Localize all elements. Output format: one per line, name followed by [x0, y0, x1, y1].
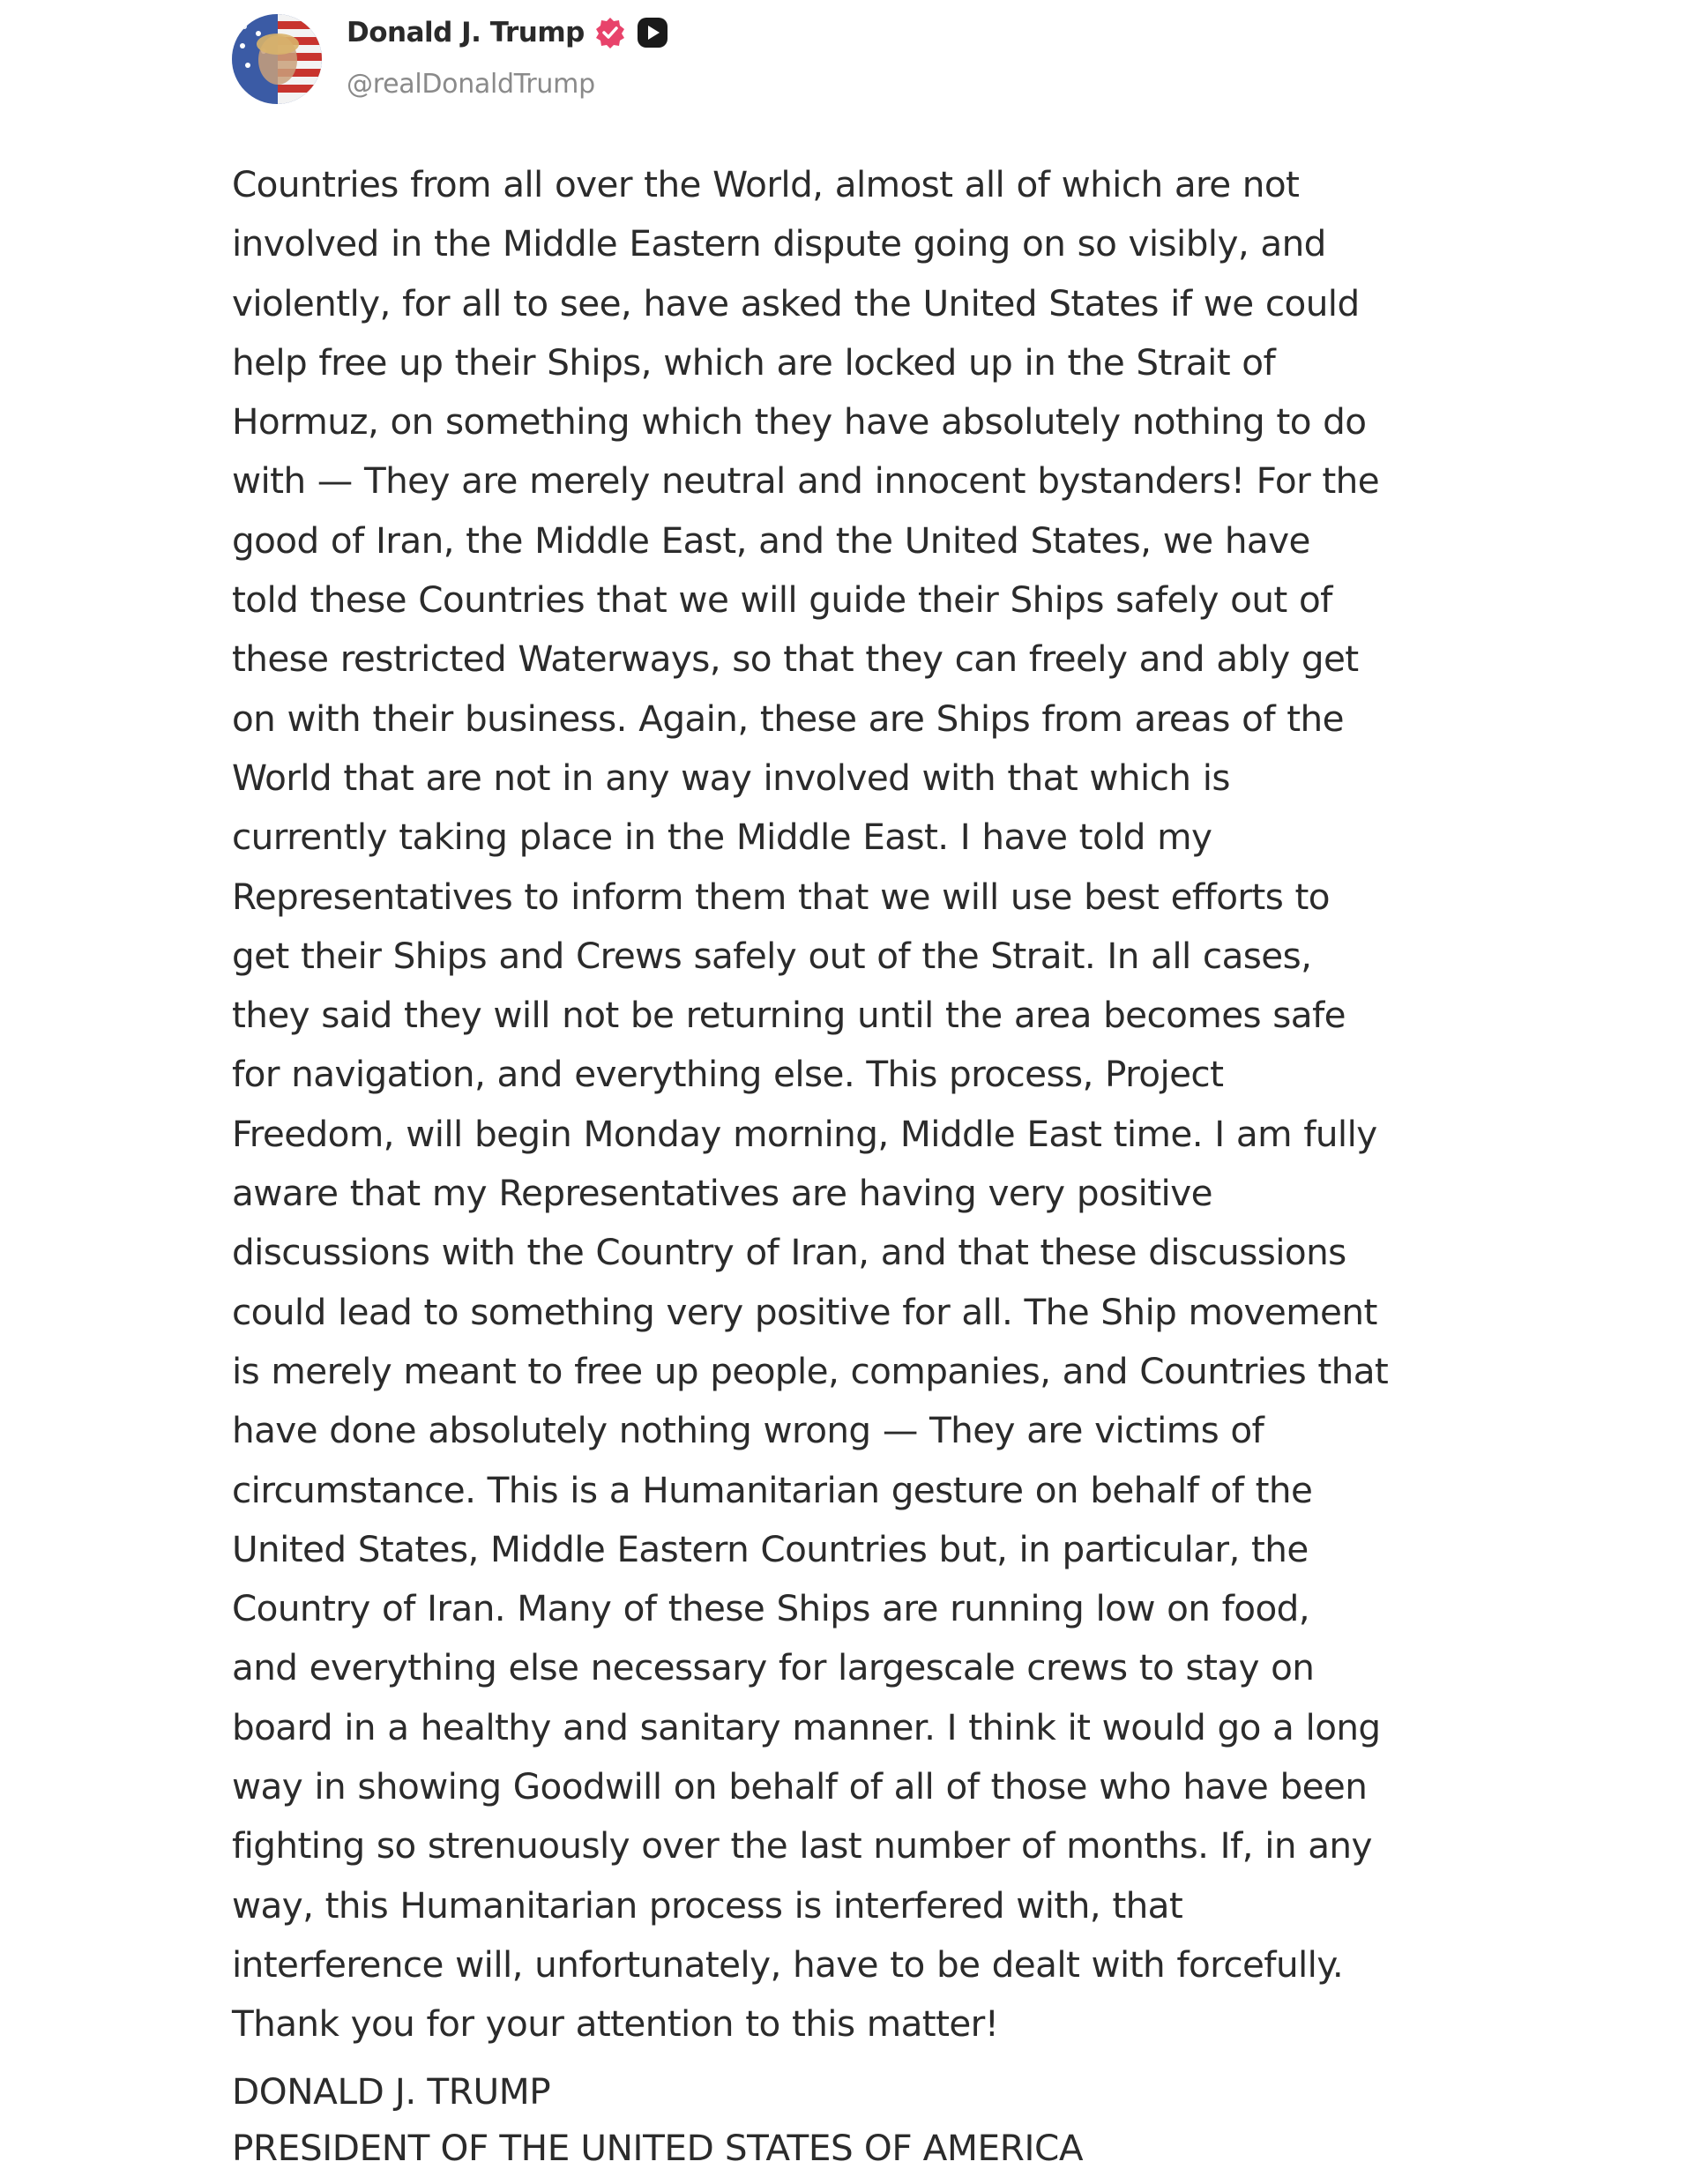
post-body-line: discussions with the Country of Iran, and that these discussions	[232, 1231, 1346, 1274]
post-body-line: Thank you for your attention to this matter!	[232, 2002, 999, 2046]
post-body-line: currently taking place in the Middle East. I have told my	[232, 816, 1212, 859]
post-body-line: good of Iran, the Middle East, and the United States, we have	[232, 518, 1310, 562]
post-body-line: way in showing Goodwill on behalf of all of those who have been	[232, 1765, 1368, 1808]
post-body-line: Countries from all over the World, almost all of which are not	[232, 163, 1300, 205]
post-body-line: help free up their Ships, which are locked up in the Strait of	[232, 340, 1276, 384]
post-body-line: have done absolutely nothing wrong — They are victims of	[232, 1409, 1264, 1452]
post-body-line: Hormuz, on something which they have absolutely nothing to do	[232, 400, 1367, 444]
post-body-line: told these Countries that we will guide their Ships safely out of	[232, 578, 1332, 622]
signature-name: DONALD J. TRUMP	[232, 2070, 551, 2113]
post-body-line: board in a healthy and sanitary manner. I think it would go a long	[232, 1705, 1381, 1748]
author-display-name[interactable]: Donald J. Trump	[347, 17, 585, 48]
post-body-line: they said they will not be returning until the area becomes safe	[232, 994, 1346, 1037]
post-body-line: Representatives to inform them that we will use best efforts to	[232, 875, 1330, 918]
post-body-line: World that are not in any way involved with that which is	[232, 756, 1230, 799]
post-body-line: get their Ships and Crews safely out of the Strait. In all cases,	[232, 934, 1312, 977]
post-body-line: aware that my Representatives are having very positive	[232, 1172, 1212, 1215]
post-body-line: involved in the Middle Eastern dispute going on so visibly, and	[232, 222, 1326, 265]
post-body-line: interference will, unfortunately, have to be dealt with forcefully.	[232, 1942, 1344, 1986]
post-header	[232, 0, 1466, 141]
author-handle[interactable]: @realDonaldTrump	[347, 69, 595, 100]
author-name-row	[347, 16, 669, 49]
platform-badge-icon	[636, 16, 669, 49]
post-body-line: Freedom, will begin Monday morning, Middle East time. I am fully	[232, 1112, 1377, 1155]
post-body-line: for navigation, and everything else. This process, Project	[232, 1053, 1224, 1096]
post-body-line: violently, for all to see, have asked the United States if we could	[232, 281, 1360, 324]
post-body-line: way, this Humanitarian process is interfered with, that	[232, 1883, 1183, 1927]
avatar[interactable]	[232, 14, 322, 104]
post-body-line: Country of Iran. Many of these Ships are running low on food,	[232, 1587, 1310, 1630]
verified-badge-icon	[593, 16, 627, 49]
post-body-line: fighting so strenuously over the last number of months. If, in any	[232, 1824, 1372, 1867]
post	[232, 0, 1466, 2169]
avatar-image	[232, 14, 322, 104]
signature-title: PRESIDENT OF THE UNITED STATES OF AMERICA	[232, 2127, 1084, 2169]
post-body-line: circumstance. This is a Humanitarian gesture on behalf of the	[232, 1468, 1313, 1511]
post-body-line: could lead to something very positive for all. The Ship movement	[232, 1290, 1377, 1333]
post-body-line: United States, Middle Eastern Countries but, in particular, the	[232, 1527, 1309, 1570]
post-signature	[232, 2063, 1083, 2176]
post-body-line: these restricted Waterways, so that they can freely and ably get	[232, 637, 1359, 681]
post-body	[232, 155, 1449, 2054]
post-body-line: is merely meant to free up people, companies, and Countries that	[232, 1349, 1389, 1392]
post-body-line: on with their business. Again, these are Ships from areas of the	[232, 697, 1344, 740]
post-body-line: with — They are merely neutral and innocent bystanders! For the	[232, 459, 1380, 503]
post-body-line: and everything else necessary for largescale crews to stay on	[232, 1646, 1315, 1689]
